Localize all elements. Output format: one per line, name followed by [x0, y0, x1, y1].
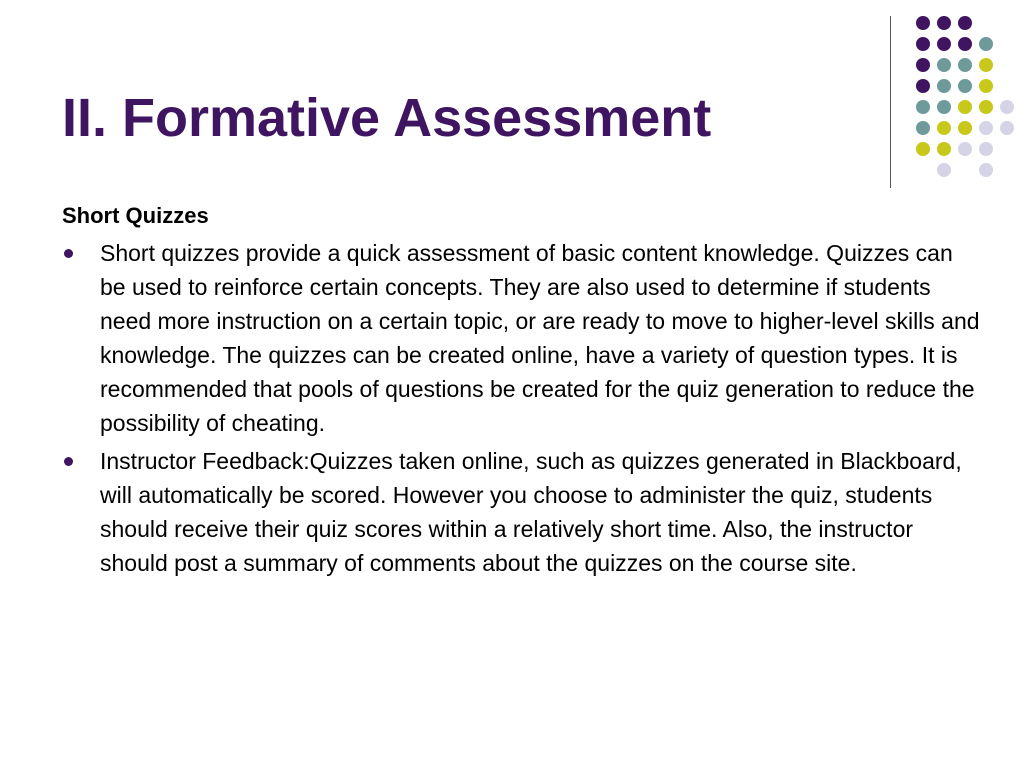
bullet-text: Short quizzes provide a quick assessment of basic content knowledge. Quizzes can be used to reinforce certain concepts. They are also used to determine if students need more instruction on a certain topic, or are ready to move to higher-level skills and knowledge. The quizzes can be created online, have a variety of question types. It is recommended that pools of questions be created for the quiz generation to reduce the possibility of cheating. — [100, 240, 980, 436]
decorative-dot — [958, 37, 972, 51]
slide-title: II. Formative Assessment — [62, 88, 712, 148]
decorative-dot — [979, 58, 993, 72]
decorative-dot — [958, 142, 972, 156]
decorative-dot — [958, 121, 972, 135]
slide-body — [62, 200, 982, 584]
decorative-dot — [916, 58, 930, 72]
bullet-item — [62, 444, 982, 580]
decorative-dot — [958, 16, 972, 30]
decorative-dot — [937, 142, 951, 156]
bullet-icon — [64, 249, 73, 258]
decorative-dot — [916, 142, 930, 156]
decorative-dot — [979, 79, 993, 93]
bullet-icon — [64, 457, 73, 466]
decorative-dot — [979, 37, 993, 51]
decorative-dot — [937, 163, 951, 177]
decorative-dot — [979, 100, 993, 114]
decorative-dot — [958, 58, 972, 72]
decorative-dot — [937, 37, 951, 51]
decorative-dot — [958, 79, 972, 93]
decorative-dot — [979, 142, 993, 156]
decorative-dot — [1000, 100, 1014, 114]
section-subheading: Short Quizzes — [62, 203, 209, 228]
decorative-dot — [937, 79, 951, 93]
decorative-divider-line — [890, 16, 891, 188]
decorative-dot — [916, 16, 930, 30]
decorative-dot — [1000, 121, 1014, 135]
bullet-list — [62, 236, 982, 580]
decorative-dot — [916, 79, 930, 93]
bullet-item — [62, 236, 982, 440]
decorative-dot — [916, 37, 930, 51]
decorative-dot — [937, 16, 951, 30]
decorative-dot — [916, 121, 930, 135]
decorative-dot — [979, 121, 993, 135]
decorative-dot — [937, 100, 951, 114]
bullet-text: Instructor Feedback:Quizzes taken online, such as quizzes generated in Blackboard, will automatically be scored. However you choose to administer the quiz, students should receive their quiz scores within a relatively short time. Also, the instructor should post a summary of comments about the quizzes on the course site. — [100, 448, 962, 576]
decorative-dot — [916, 100, 930, 114]
decorative-dot — [937, 58, 951, 72]
decorative-dot — [958, 100, 972, 114]
decorative-dot — [937, 121, 951, 135]
decorative-dot — [979, 163, 993, 177]
